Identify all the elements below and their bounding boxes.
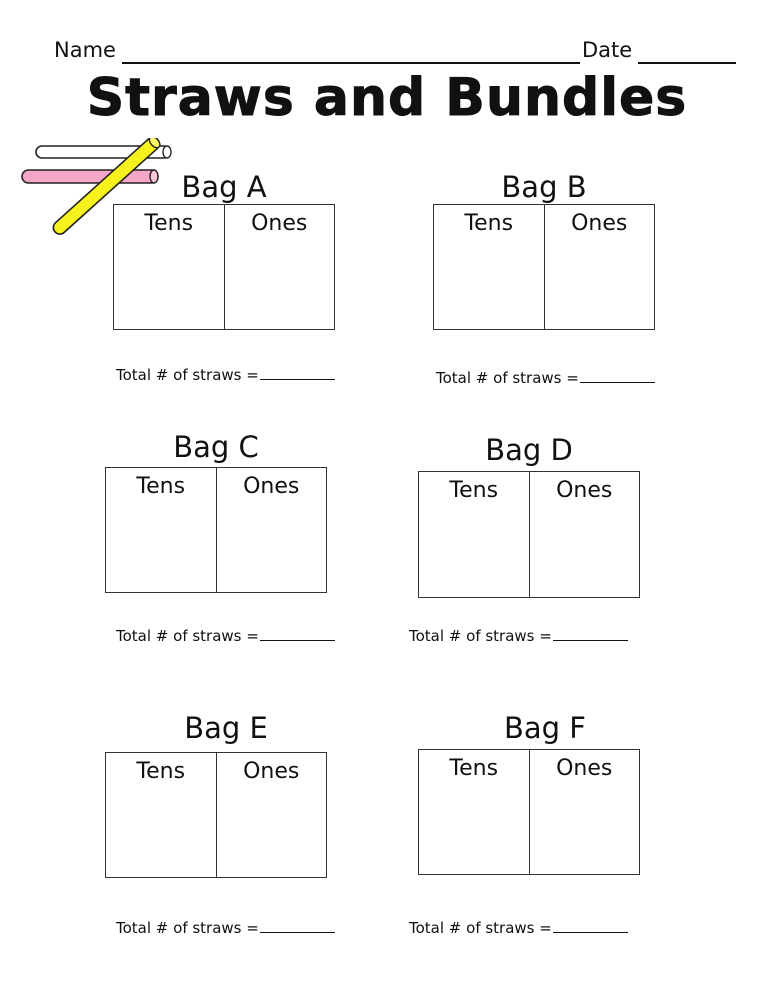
date-label: Date (582, 38, 633, 62)
bag-f-place-value-chart (418, 749, 640, 875)
total-label: Total # of straws = (116, 919, 259, 937)
name-label: Name (54, 38, 116, 62)
total-blank[interactable] (553, 932, 628, 933)
total-label: Total # of straws = (409, 919, 552, 937)
tens-column[interactable] (419, 472, 529, 597)
tens-header: Tens (449, 756, 499, 781)
ones-column[interactable] (529, 750, 640, 874)
ones-column[interactable] (224, 205, 335, 329)
total-blank[interactable] (260, 932, 335, 933)
bag-c-place-value-chart (105, 467, 327, 593)
tens-column[interactable] (106, 753, 216, 877)
ones-header: Ones (571, 211, 628, 236)
tens-header: Tens (449, 478, 499, 503)
tens-header: Tens (136, 759, 186, 784)
total-label: Total # of straws = (409, 627, 552, 645)
bag-c-total (116, 627, 335, 645)
bag-b-title: Bag B (501, 170, 587, 204)
ones-header: Ones (251, 211, 308, 236)
bag-a-title: Bag A (181, 170, 267, 204)
bag-b-total (436, 369, 655, 387)
tens-header: Tens (136, 474, 186, 499)
tens-column[interactable] (114, 205, 224, 329)
bag-f-title: Bag F (504, 711, 586, 745)
total-label: Total # of straws = (116, 366, 259, 384)
total-blank[interactable] (553, 640, 628, 641)
ones-column[interactable] (544, 205, 655, 329)
total-blank[interactable] (580, 382, 655, 383)
ones-column[interactable] (216, 468, 327, 592)
total-label: Total # of straws = (116, 627, 259, 645)
bag-e-total (116, 919, 335, 937)
ones-header: Ones (556, 756, 613, 781)
tens-column[interactable] (419, 750, 529, 874)
tens-header: Tens (144, 211, 194, 236)
tens-header: Tens (464, 211, 514, 236)
total-blank[interactable] (260, 640, 335, 641)
bag-e-title: Bag E (184, 711, 268, 745)
tens-column[interactable] (106, 468, 216, 592)
bag-f-total (409, 919, 628, 937)
ones-header: Ones (556, 478, 613, 503)
total-label: Total # of straws = (436, 369, 579, 387)
ones-header: Ones (243, 759, 300, 784)
bag-c-title: Bag C (173, 430, 259, 464)
bag-d-place-value-chart (418, 471, 640, 598)
name-field[interactable] (122, 62, 580, 64)
ones-header: Ones (243, 474, 300, 499)
bag-d-title: Bag D (485, 433, 573, 467)
ones-column[interactable] (216, 753, 327, 877)
bag-d-total (409, 627, 628, 645)
bag-a-place-value-chart (113, 204, 335, 330)
bag-e-place-value-chart (105, 752, 327, 878)
header (54, 38, 738, 68)
total-blank[interactable] (260, 379, 335, 380)
date-field[interactable] (638, 62, 736, 64)
ones-column[interactable] (529, 472, 640, 597)
tens-column[interactable] (434, 205, 544, 329)
bag-a-total (116, 366, 335, 384)
page-title: Straws and Bundles (86, 68, 688, 128)
bag-b-place-value-chart (433, 204, 655, 330)
